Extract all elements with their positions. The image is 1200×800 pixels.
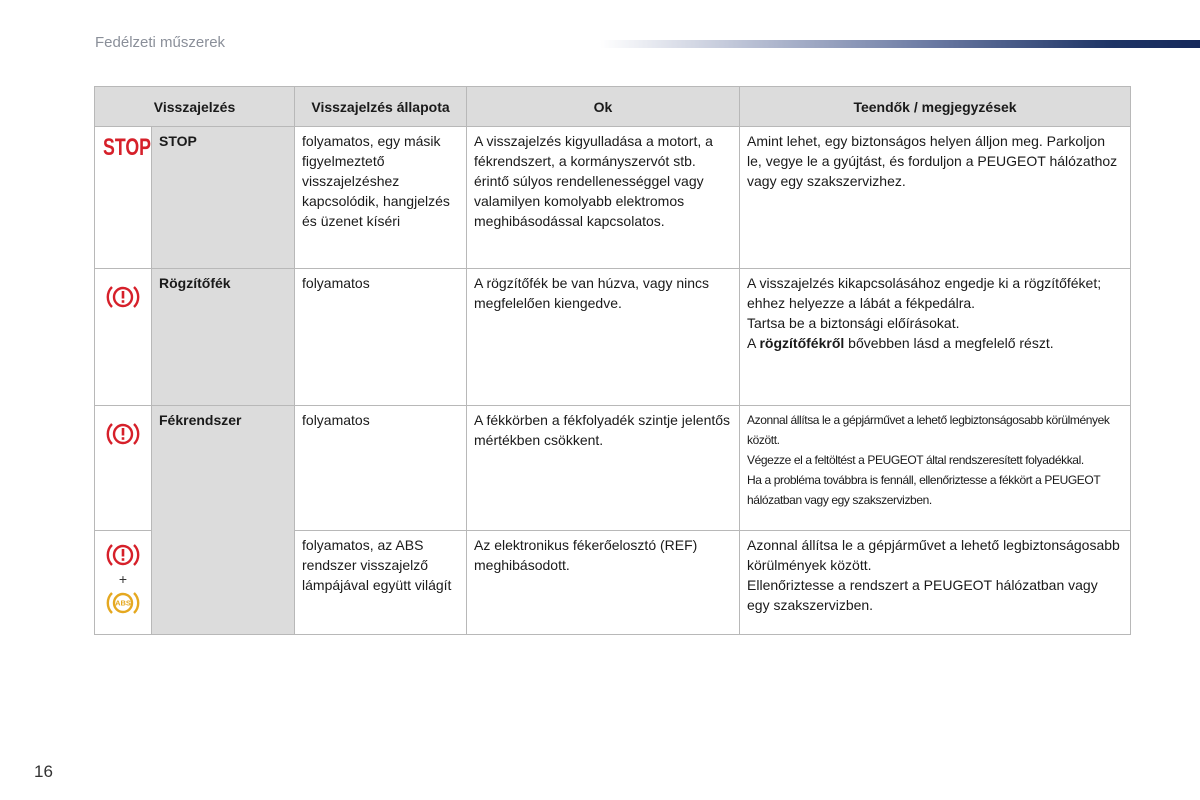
svg-text:ABS: ABS (115, 598, 131, 608)
indicator-action (740, 269, 1131, 406)
indicator-action (740, 406, 1131, 531)
indicator-cause: A fékkörben a fékfolyadék szintje jelentős mértékben csökkent. (467, 406, 740, 531)
action-line: Tartsa be a biztonsági előírásokat. (747, 315, 960, 331)
indicator-cause: Az elektronikus fékerőelosztó (REF) meghibásodott. (467, 531, 740, 635)
action-reference-prefix: A (747, 335, 760, 351)
table-row (95, 406, 1131, 531)
indicator-state: folyamatos (295, 406, 467, 531)
plus-sign: + (118, 571, 128, 587)
icon-cell (95, 127, 152, 269)
icon-cell (95, 406, 152, 531)
indicator-state: folyamatos (295, 269, 467, 406)
indicator-action (740, 531, 1131, 635)
table-row (95, 127, 1131, 269)
table-header-row (95, 87, 1131, 127)
indicator-name: STOP (152, 127, 295, 269)
icon-cell (95, 269, 152, 406)
column-header-indicator: Visszajelzés (95, 87, 295, 127)
action-line: Ellenőriztesse a rendszert a PEUGEOT hálózatban vagy egy szakszervizben. (747, 577, 1098, 613)
abs-warning-icon (106, 589, 140, 617)
column-header-actions: Teendők / megjegyzések (740, 87, 1131, 127)
indicator-state: folyamatos, egy másik figyelmeztető visszajelzéshez kapcsolódik, hangjelzés és üzenet kíséri (295, 127, 467, 269)
icon-cell (95, 531, 152, 635)
table-row (95, 269, 1131, 406)
indicator-name: Fékrendszer (152, 406, 295, 635)
action-line: Azonnal állítsa le a gépjárművet a lehető legbiztonságosabb körülmények között. (747, 537, 1120, 573)
indicator-cause: A rögzítőfék be van húzva, vagy nincs megfelelően kiengedve. (467, 269, 740, 406)
brake-warning-icon (106, 420, 140, 448)
stop-warning-icon (102, 133, 152, 159)
action-reference-link-text: rögzítőfékről (759, 335, 845, 351)
column-header-state: Visszajelzés állapota (295, 87, 467, 127)
action-line: A visszajelzés kikapcsolásához engedje ki a rögzítőféket; ehhez helyezze a lábát a fékpedálra. (747, 275, 1102, 311)
indicator-action: Amint lehet, egy biztonságos helyen álljon meg. Parkoljon le, vegye le a gyújtást, és forduljon a PEUGEOT hálózathoz vagy egy szakszervizhez. (740, 127, 1131, 269)
indicator-state: folyamatos, az ABS rendszer visszajelző lámpájával együtt világít (295, 531, 467, 635)
action-reference-suffix: bővebben lásd a megfelelő részt. (844, 335, 1054, 351)
section-title: Fedélzeti műszerek (95, 34, 226, 51)
page-number: 16 (34, 762, 53, 781)
indicator-cause: A visszajelzés kigyulladása a motort, a fékrendszert, a kormányszervót stb. érintő súlyos rendellenességgel vagy valamilyen komolyabb elektromos meghibásodással kapcsolatos. (467, 127, 740, 269)
svg-text:STOP: STOP (103, 134, 151, 161)
indicator-name: Rögzítőfék (152, 269, 295, 406)
action-line: Azonnal állítsa le a gépjárművet a lehető legbiztonságosabb körülmények között. (747, 413, 1110, 447)
action-line: Ha a probléma továbbra is fennáll, ellenőriztesse a fékkört a PEUGEOT hálózatban vagy egy szakszervizben. (747, 473, 1101, 507)
header-gradient-bar (600, 40, 1200, 48)
brake-warning-icon (106, 541, 140, 569)
action-line: Végezze el a feltöltést a PEUGEOT által rendszeresített folyadékkal. (747, 453, 1084, 467)
action-reference (747, 333, 1123, 353)
warning-lights-table (94, 86, 1131, 635)
brake-warning-icon (106, 283, 140, 311)
column-header-cause: Ok (467, 87, 740, 127)
